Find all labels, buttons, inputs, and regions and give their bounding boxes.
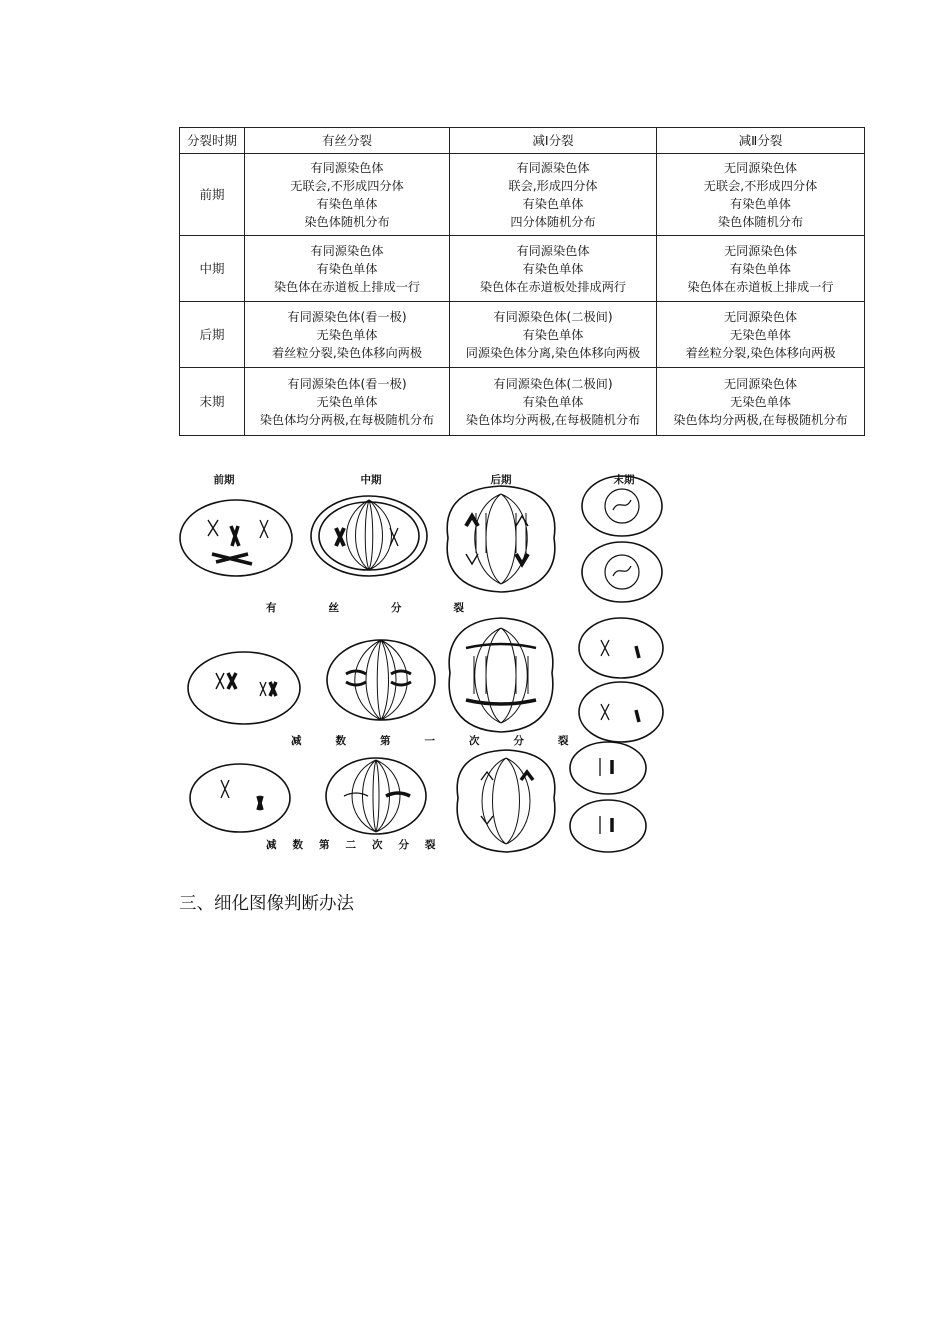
table-cell xyxy=(450,368,657,436)
row-label-mitosis: 有丝分裂 xyxy=(266,602,516,614)
cell-line: 有染色单体 xyxy=(522,327,584,342)
phase-label: 后期 xyxy=(490,474,512,486)
cell-line: 有染色单体 xyxy=(522,196,584,211)
stage-cell: 后期 xyxy=(180,302,245,368)
table-header-row xyxy=(180,128,865,154)
cell-line: 无联会,不形成四分体 xyxy=(703,178,818,193)
table-cell xyxy=(245,236,450,302)
cell-line: 有同源染色体(二极间) xyxy=(493,376,613,391)
cell-line: 染色体随机分布 xyxy=(304,214,390,229)
cell-line: 有同源染色体 xyxy=(310,243,384,258)
section-heading: 三、细化图像判断办法 xyxy=(179,894,354,914)
meiosis2-telophase-cells xyxy=(570,742,646,852)
meiosis1-prophase-cell xyxy=(188,652,300,724)
cell-line: 染色体均分两极,在每极随机分布 xyxy=(465,412,641,427)
cell-line: 无染色单体 xyxy=(316,394,378,409)
table-cell xyxy=(657,154,865,236)
meiosis1-telophase-cells xyxy=(579,618,663,742)
cell-line: 染色体均分两极,在每极随机分布 xyxy=(259,412,435,427)
table-row xyxy=(180,154,865,236)
mitosis-prophase-cell xyxy=(180,500,292,576)
cell-line: 无同源染色体 xyxy=(723,376,798,391)
table-cell xyxy=(450,302,657,368)
table-cell xyxy=(657,236,865,302)
header-cell: 分裂时期 xyxy=(180,128,245,154)
table-row xyxy=(180,302,865,368)
table-cell xyxy=(245,368,450,436)
cell-line: 同源染色体分离,染色体移向两极 xyxy=(465,345,641,360)
cell-line: 染色体均分两极,在每极随机分布 xyxy=(673,412,848,427)
table-cell xyxy=(245,302,450,368)
stage-cell: 中期 xyxy=(180,236,245,302)
cell-line: 联会,形成四分体 xyxy=(508,178,598,193)
cell-line: 无染色单体 xyxy=(730,394,791,409)
row-label-meiosis-2: 减数第二次分裂 xyxy=(266,839,452,851)
cell-line: 有染色单体 xyxy=(730,196,791,211)
mitosis-metaphase-cell xyxy=(311,496,427,576)
cell-line: 染色体在赤道板上排成一行 xyxy=(273,279,421,294)
cell-line: 有染色单体 xyxy=(730,261,791,276)
mitosis-anaphase-cell xyxy=(447,486,555,592)
stage-cell: 末期 xyxy=(180,368,245,436)
cell-line: 染色体随机分布 xyxy=(717,214,804,229)
cell-line: 有染色单体 xyxy=(316,261,378,276)
cell-line: 无同源染色体 xyxy=(723,309,798,324)
header-cell: 减Ⅱ分裂 xyxy=(657,128,865,154)
cell-line: 有同源染色体 xyxy=(310,160,384,175)
cell-division-diagram xyxy=(176,468,676,858)
meiosis1-metaphase-cell xyxy=(327,640,435,720)
cell-line: 有同源染色体(二极间) xyxy=(493,309,613,324)
stage-cell: 前期 xyxy=(180,154,245,236)
meiosis1-anaphase-cell xyxy=(449,618,553,732)
table-row xyxy=(180,368,865,436)
cell-line: 有染色单体 xyxy=(522,261,584,276)
cell-line: 着丝粒分裂,染色体移向两极 xyxy=(685,345,836,360)
division-comparison-table xyxy=(179,127,865,436)
table-cell xyxy=(657,368,865,436)
cell-line: 四分体随机分布 xyxy=(510,214,596,229)
cell-line: 染色体在赤道板上排成一行 xyxy=(687,279,834,294)
cell-line: 染色体在赤道板处排成两行 xyxy=(479,279,627,294)
cell-line: 有同源染色体 xyxy=(516,160,590,175)
header-cell: 减Ⅰ分裂 xyxy=(450,128,657,154)
table-cell xyxy=(657,302,865,368)
mitosis-telophase-cells xyxy=(582,476,662,602)
header-cell: 有丝分裂 xyxy=(245,128,450,154)
row-label-meiosis-1: 减数第一次分裂 xyxy=(291,735,603,747)
meiosis2-anaphase-cell xyxy=(457,750,555,852)
cell-line: 无同源染色体 xyxy=(723,160,798,175)
cell-line: 无同源染色体 xyxy=(723,243,798,258)
table-cell xyxy=(450,236,657,302)
table-row xyxy=(180,236,865,302)
meiosis2-metaphase-cell xyxy=(326,758,426,834)
table-cell xyxy=(245,154,450,236)
cell-line: 着丝粒分裂,染色体移向两极 xyxy=(271,345,423,360)
cell-line: 有同源染色体(看一极) xyxy=(287,376,407,391)
cell-line: 无染色单体 xyxy=(316,327,378,342)
cell-line: 有染色单体 xyxy=(316,196,378,211)
phase-label: 末期 xyxy=(613,474,635,486)
cell-line: 有同源染色体(看一极) xyxy=(287,309,407,324)
table-cell xyxy=(450,154,657,236)
cell-line: 无染色单体 xyxy=(730,327,791,342)
cell-division-svg xyxy=(176,468,676,858)
cell-line: 无联会,不形成四分体 xyxy=(290,178,404,193)
phase-label: 前期 xyxy=(213,474,235,486)
cell-line: 有同源染色体 xyxy=(516,243,590,258)
phase-label: 中期 xyxy=(360,474,382,486)
cell-line: 有染色单体 xyxy=(522,394,584,409)
meiosis2-prophase-cell xyxy=(190,764,290,832)
